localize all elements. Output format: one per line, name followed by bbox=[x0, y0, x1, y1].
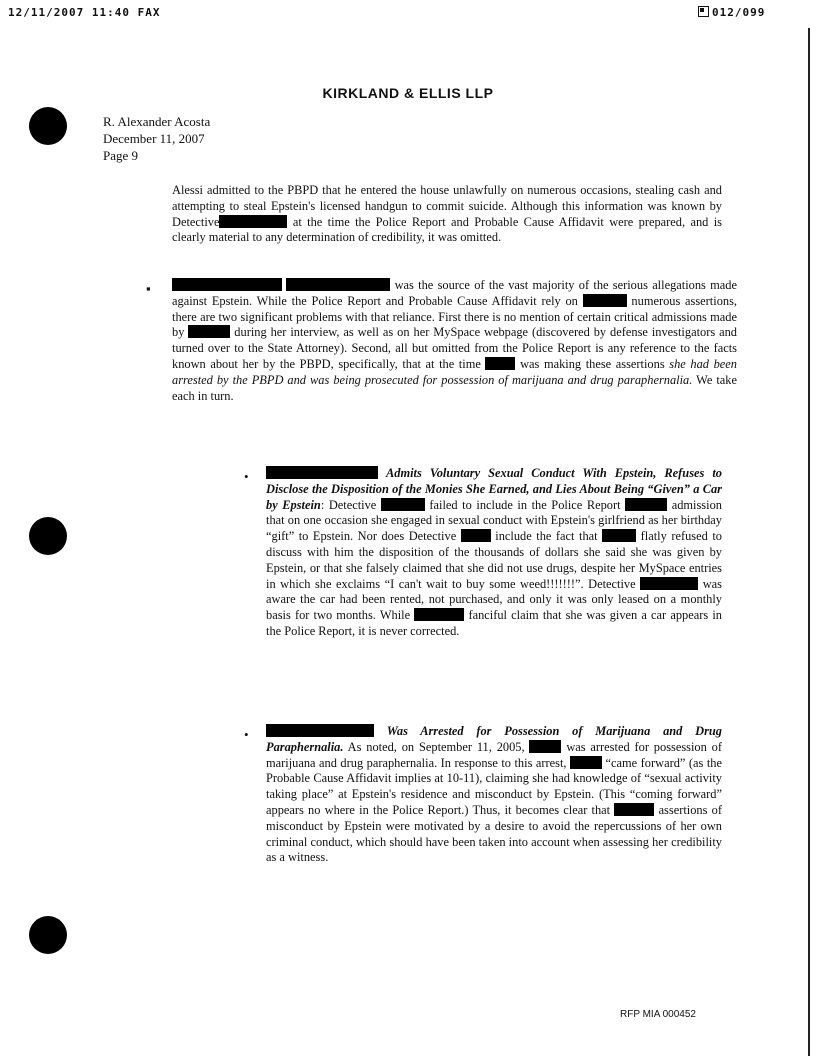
text-span: admission that on one occasion she engaged in sexual conduct with Epstein's girlfriend as her birthday “gift” to Epstein. Nor does Detective bbox=[266, 497, 722, 544]
text-span: As noted, on September 11, 2005, bbox=[347, 739, 525, 754]
text-span: was making these assertions bbox=[520, 356, 665, 371]
redaction bbox=[414, 608, 464, 621]
text-span: numerous assertions, there are two significant problems with that reliance. First there is no mention of certain critical admissions made by bbox=[172, 293, 738, 340]
redaction bbox=[602, 529, 636, 542]
italic-text: she had been arrested by the PBPD and was being prosecuted for possession of marijuana and drug paraphernalia. bbox=[172, 356, 737, 387]
text-span: flatly refused to discuss with him the disposition of the thousands of dollars she said she was given by Epstein, or that she falsely claimed that she did not use drugs, despite her MySpace entries in which she exclaims “I can't wait to buy some weed!!!!!!!”. Detective bbox=[266, 529, 722, 591]
redaction bbox=[625, 498, 667, 511]
redaction bbox=[461, 529, 491, 542]
text-span: fanciful claim that she was given a car appears in the Police Report, it is never corrected. bbox=[266, 608, 722, 638]
paragraph-source bbox=[172, 278, 737, 404]
redaction bbox=[219, 215, 287, 228]
redaction bbox=[381, 498, 425, 511]
punch-hole bbox=[29, 107, 67, 145]
text-span: Alessi admitted to the PBPD that he entered the house unlawfully on numerous occasions, stealing cash and attempting to steal Epstein's licensed handgun to commit suicide. Although this information was known by Detective bbox=[172, 183, 722, 229]
punch-hole bbox=[29, 916, 67, 954]
redaction bbox=[640, 577, 698, 590]
bullet-marker: • bbox=[244, 727, 249, 742]
text-span: : Detective bbox=[320, 497, 377, 512]
paragraph-admits-conduct bbox=[266, 466, 722, 640]
text-span: was the source of the vast majority of the serious allegations made against Epstein. While the Police Report and Probable Cause Affidavit rely on bbox=[172, 278, 737, 308]
text-span: at the time the Police Report and Probable Cause Affidavit were prepared, and is clearly material to any determination of credibility, it was omitted. bbox=[172, 214, 722, 245]
text-span: We take each in turn. bbox=[172, 372, 737, 403]
text-span: “came forward” (as the Probable Cause Affidavit implies at 10-11), claiming she had knowledge of “sexual activity taking place” at Epstein's residence and misconduct by Epstein. (This “coming forward” appears no where in the Police Report.) Thus, it becomes clear that bbox=[266, 755, 722, 817]
text-span: failed to include in the Police Report bbox=[429, 497, 621, 512]
letterhead bbox=[103, 113, 210, 164]
redaction bbox=[188, 325, 230, 338]
fax-page-icon bbox=[698, 6, 709, 17]
text-span: include the fact that bbox=[495, 529, 598, 544]
redaction bbox=[266, 724, 374, 737]
fax-page-number: 012/099 bbox=[712, 6, 766, 19]
recipient-name: R. Alexander Acosta bbox=[103, 114, 211, 129]
fax-datetime: 12/11/2007 11:40 FAX bbox=[8, 6, 161, 19]
redaction bbox=[286, 278, 390, 291]
redaction bbox=[172, 278, 282, 291]
text-span: was arrested for possession of marijuana and drug paraphernalia. In response to this arrest, bbox=[266, 739, 722, 770]
section-heading: Was Arrested for Possession of Marijuana and Drug Paraphernalia. bbox=[266, 724, 722, 754]
bates-stamp: RFP MIA 000452 bbox=[620, 1009, 696, 1020]
paragraph-alessi bbox=[172, 183, 722, 246]
redaction bbox=[614, 803, 654, 816]
letter-date: December 11, 2007 bbox=[103, 131, 205, 146]
fax-page-counter bbox=[698, 6, 765, 19]
redaction bbox=[583, 294, 627, 307]
text-span: assertions of misconduct by Epstein were motivated by a desire to avoid the repercussions of her own criminal conduct, which should have been taken into account when assessing her credibility as a witness. bbox=[266, 802, 722, 865]
paragraph-arrest bbox=[266, 724, 722, 866]
page-number: Page 9 bbox=[103, 148, 139, 163]
scan-edge-line bbox=[808, 28, 810, 1056]
section-heading: Admits Voluntary Sexual Conduct With Epstein, Refuses to Disclose the Disposition of the Monies She Earned, and Lies About Being “Given” a Car by Epstein bbox=[266, 466, 722, 512]
firm-name: KIRKLAND & ELLIS LLP bbox=[322, 85, 494, 101]
redaction bbox=[266, 466, 378, 479]
bullet-marker: ▪ bbox=[146, 281, 151, 296]
redaction bbox=[570, 756, 602, 769]
bullet-marker: • bbox=[244, 469, 249, 484]
punch-hole bbox=[29, 517, 67, 555]
text-span: was aware the car had been rented, not purchased, and only it was only leased on a monthly basis for two months. While bbox=[266, 576, 722, 623]
redaction bbox=[485, 357, 515, 370]
redaction bbox=[529, 740, 561, 753]
text-span: during her interview, as well as on her MySpace webpage (discovered by defense investigators and turned over to the State Attorney). Second, all but omitted from the Police Report is any reference to the facts known about her by the PBPD, specifically, that at the time bbox=[172, 325, 737, 371]
